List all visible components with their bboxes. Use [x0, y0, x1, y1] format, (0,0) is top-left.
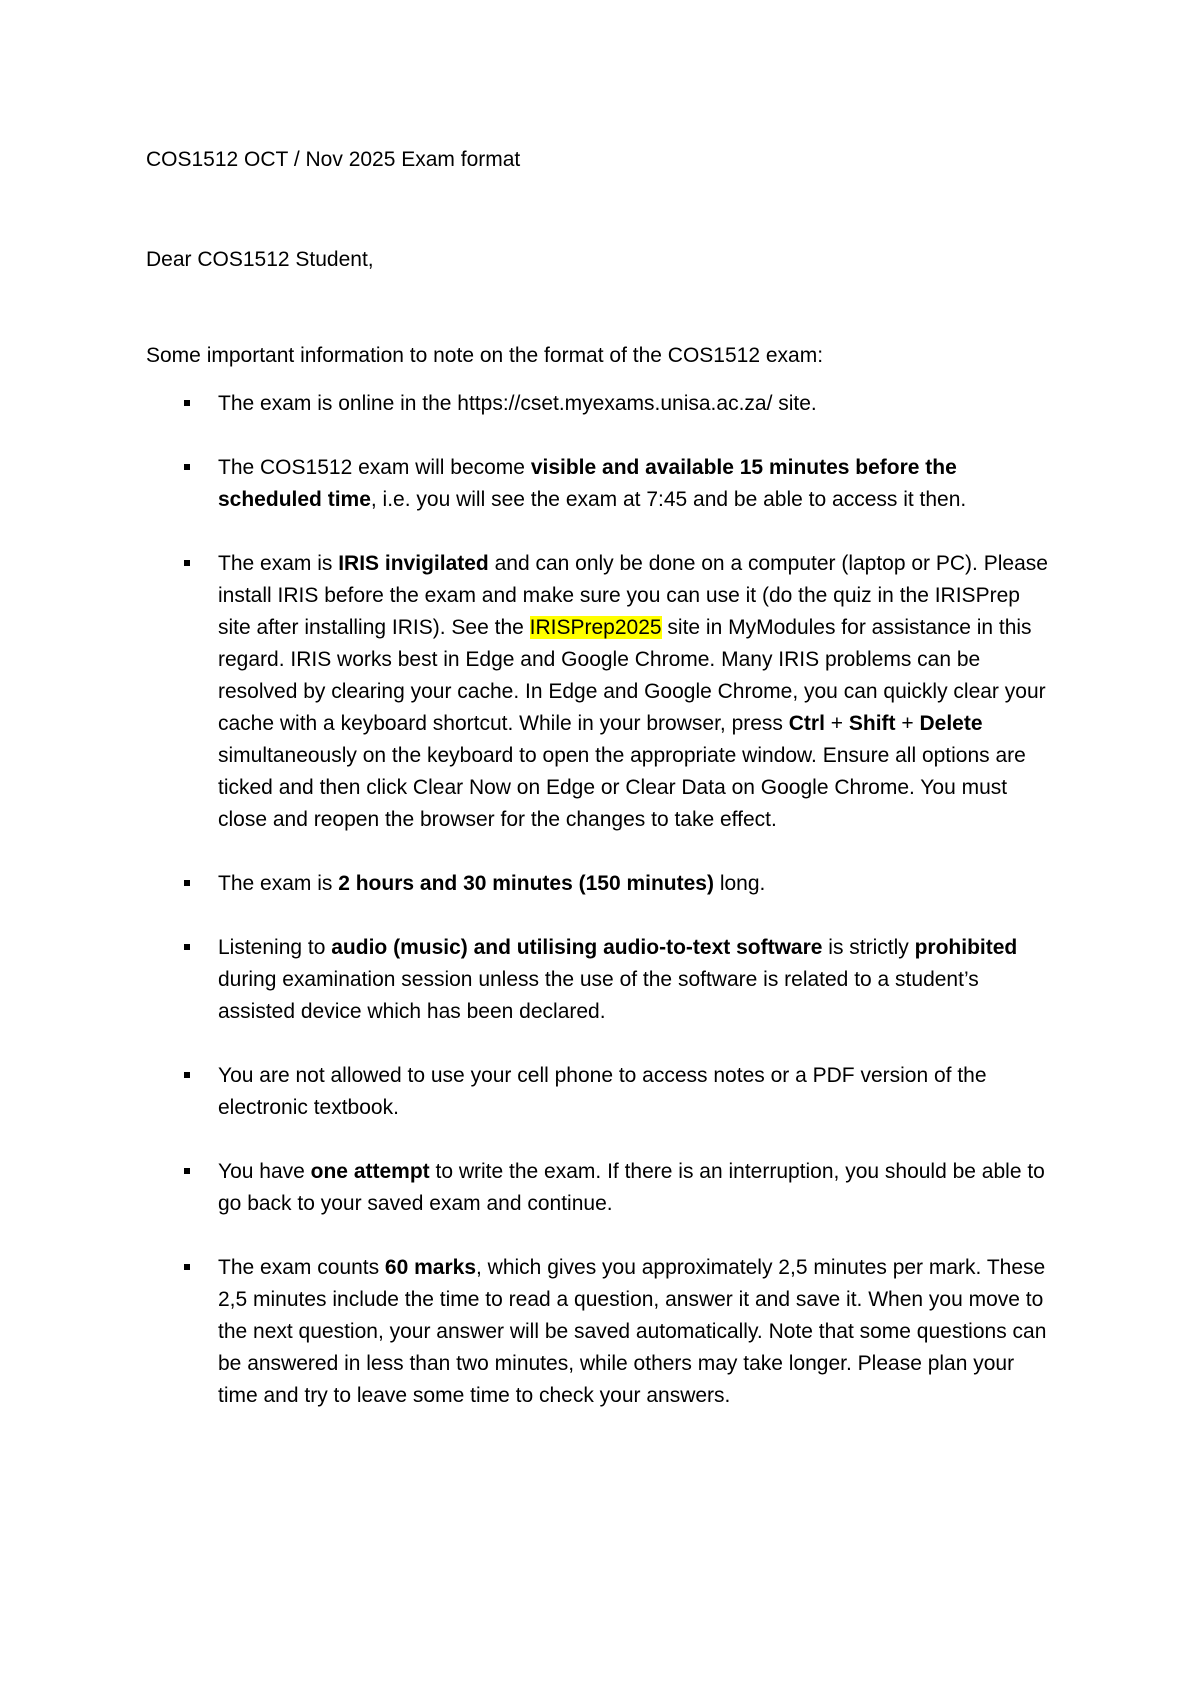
- document-title: COS1512 OCT / Nov 2025 Exam format: [146, 148, 521, 171]
- bold-text: audio (music) and utilising audio-to-text software: [331, 936, 823, 959]
- text-run: +: [895, 712, 920, 735]
- salutation: Dear COS1512 Student,: [146, 248, 374, 271]
- square-bullet-icon: [184, 1168, 190, 1174]
- text-run: Listening to: [218, 936, 332, 959]
- text-run: The exam is: [218, 552, 339, 575]
- bold-text: one attempt: [310, 1160, 430, 1183]
- text-run: long.: [713, 872, 766, 895]
- intro-paragraph: Some important information to note on the format of the COS1512 exam:: [146, 344, 824, 367]
- text-run: to write the exam. If there is an interruption, you should be able to go back to your saved exam and continue.: [218, 1160, 1045, 1215]
- text-run: is strictly: [822, 936, 915, 959]
- text-run: during examination session unless the use of the software is related to a student’s assisted device which has been declared.: [218, 968, 979, 1023]
- bullet-item: [0, 1156, 1058, 1220]
- bullet-item: [0, 868, 1058, 900]
- square-bullet-icon: [184, 400, 190, 406]
- bold-text: Shift: [848, 712, 896, 735]
- bullet-item: [0, 1252, 1058, 1412]
- text-run: , which gives you approximately 2,5 minutes per mark. These 2,5 minutes include the time to read a question, answer it and save it. When you move to the next question, your answer will be saved automatically. Note that some questions can be answered in less than two minutes, while others may take longer. Please plan your time and try to leave some time to check your answers.: [218, 1256, 1047, 1407]
- square-bullet-icon: [184, 560, 190, 566]
- text-run: You are not allowed to use your cell phone to access notes or a PDF version of the electronic textbook.: [218, 1064, 987, 1119]
- text-run: +: [824, 712, 849, 735]
- bullet-item: [0, 932, 1058, 1028]
- highlighted-text: IRISPrep2025: [529, 616, 662, 639]
- square-bullet-icon: [184, 944, 190, 950]
- bold-text: 60 marks: [384, 1256, 476, 1279]
- text-run: site in MyModules for assistance in this regard. IRIS works best in Edge and Google Chrome. Many IRIS problems can be resolved by clearing your cache. In Edge and Google Chrome, you can quickly clear your cache with a keyboard shortcut. While in your browser, press: [218, 616, 1046, 735]
- text-run: You have: [218, 1160, 311, 1183]
- bold-text: visible and available 15 minutes before the scheduled time: [218, 456, 957, 511]
- text-run: simultaneously on the keyboard to open the appropriate window. Ensure all options are ticked and then click Clear Now on Edge or Clear Data on Google Chrome. You must close and reopen the browser for the changes to take effect.: [218, 744, 1026, 831]
- bold-text: IRIS invigilated: [338, 552, 489, 575]
- bullet-item: [0, 548, 1058, 836]
- bullet-list: [0, 388, 1200, 1444]
- bold-text: prohibited: [914, 936, 1018, 959]
- text-run: The exam counts: [218, 1256, 385, 1279]
- square-bullet-icon: [184, 1264, 190, 1270]
- text-run: The COS1512 exam will become: [218, 456, 531, 479]
- text-run: The exam is online in the https://cset.myexams.unisa.ac.za/ site.: [218, 392, 817, 415]
- bold-text: 2 hours and 30 minutes (150 minutes): [338, 872, 714, 895]
- square-bullet-icon: [184, 464, 190, 470]
- bold-text: Ctrl: [788, 712, 825, 735]
- square-bullet-icon: [184, 880, 190, 886]
- bullet-item: [0, 452, 1058, 516]
- bullet-item: [0, 1060, 1058, 1124]
- bold-text: Delete: [919, 712, 983, 735]
- square-bullet-icon: [184, 1072, 190, 1078]
- text-run: The exam is: [218, 872, 339, 895]
- bullet-item: [0, 388, 1058, 420]
- text-run: , i.e. you will see the exam at 7:45 and be able to access it then.: [370, 488, 967, 511]
- text-run: and can only be done on a computer (laptop or PC). Please install IRIS before the exam and make sure you can use it (do the quiz in the IRISPrep site after installing IRIS). See the: [218, 552, 1048, 639]
